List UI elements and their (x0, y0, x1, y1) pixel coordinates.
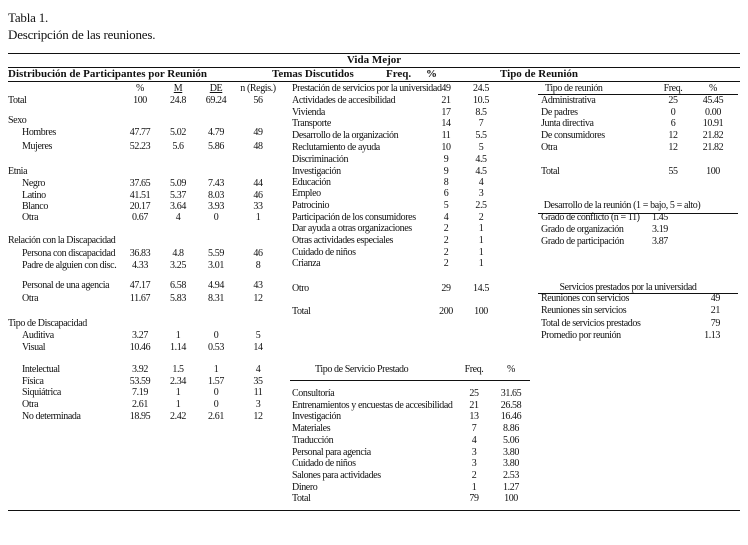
cell-value: 0 (213, 212, 219, 223)
topic-pct: 1 (478, 247, 484, 258)
meeting-type-pct: 100 (706, 166, 720, 177)
cell-value: 2.34 (170, 376, 186, 387)
cell-value: 11.67 (129, 293, 151, 304)
service-type-freq: 25 (469, 388, 479, 399)
table-number: Tabla 1. (8, 10, 49, 25)
row-label: Hombres (22, 127, 56, 138)
cell-value: 5 (255, 330, 261, 341)
services-value: 49 (710, 293, 720, 304)
row-label: Visual (22, 342, 46, 353)
development-value: 3.87 (652, 236, 668, 247)
service-types-rule (290, 380, 530, 381)
topic-label: Transporte (292, 118, 331, 129)
topic-label: Patrocinio (292, 200, 330, 211)
participants-column-header: M (173, 83, 183, 94)
topics-pct-header: % (426, 68, 437, 80)
bottom-rule (8, 510, 740, 511)
topic-label: Crianza (292, 258, 321, 269)
topic-label: Cuidado de niños (292, 247, 356, 258)
topic-pct: 14.5 (473, 283, 489, 294)
service-type-freq: 7 (471, 423, 477, 434)
row-label: Física (22, 376, 44, 387)
service-type-freq: 21 (469, 400, 479, 411)
cell-value: 0 (213, 387, 219, 398)
cell-value: 3.27 (132, 330, 148, 341)
cell-value: 33 (253, 201, 263, 212)
cell-value: 35 (253, 376, 263, 387)
header-rule (8, 81, 740, 82)
cell-value: 43 (253, 280, 263, 291)
participants-column-header: DE (209, 83, 223, 94)
topic-pct: 5.5 (475, 130, 487, 141)
cell-value: 7.43 (208, 178, 224, 189)
service-type-label: Traducción (292, 435, 334, 446)
meeting-type-label: Junta directiva (541, 118, 594, 129)
topic-pct: 4 (478, 177, 484, 188)
topic-pct: 5 (478, 142, 484, 153)
topic-freq: 10 (441, 142, 451, 153)
cell-value: 1 (175, 387, 181, 398)
topic-freq: 9 (443, 166, 449, 177)
cell-value: 1 (175, 330, 181, 341)
cell-value: 8.31 (208, 293, 224, 304)
cell-value: 46 (253, 190, 263, 201)
cell-value: 8 (255, 260, 261, 271)
meeting-type-pct: 21.82 (702, 130, 724, 141)
service-type-freq: 2 (471, 470, 477, 481)
meeting-type-freq: 6 (670, 118, 676, 129)
service-type-label: Cuidado de niños (292, 458, 356, 469)
meeting-type-pct: 45.45 (702, 95, 724, 106)
services-value: 79 (710, 318, 720, 329)
cell-value: 4.94 (208, 280, 224, 291)
services-label: Promedio por reunión (541, 330, 621, 341)
service-type-label: Investigación (292, 411, 341, 422)
topic-freq: 6 (443, 188, 449, 199)
cell-value: 5.37 (170, 190, 186, 201)
cell-value: 10.46 (129, 342, 151, 353)
topic-freq: 21 (441, 95, 451, 106)
cell-value: 7.19 (132, 387, 148, 398)
cell-value: 2.61 (208, 411, 224, 422)
topic-freq: 11 (441, 130, 451, 141)
topic-freq: 5 (443, 200, 449, 211)
topic-label: Otras actividades especiales (292, 235, 393, 246)
services-value: 21 (710, 305, 720, 316)
cell-value: 2.61 (132, 399, 148, 410)
cell-value: 41.51 (129, 190, 151, 201)
topic-label: Investigación (292, 166, 341, 177)
meeting-type-label: Total (541, 166, 560, 177)
topic-label: Reclutamiento de ayuda (292, 142, 380, 153)
cell-value: 69.24 (205, 95, 227, 106)
topic-pct: 1 (478, 258, 484, 269)
cell-value: 0.53 (208, 342, 224, 353)
row-label: Auditiva (22, 330, 54, 341)
development-label: Grado de conflicto (n = 11) (541, 212, 640, 223)
cell-value: 47.77 (129, 127, 151, 138)
development-label: Grado de participación (541, 236, 624, 247)
services-value: 1.13 (704, 330, 720, 341)
meeting-type-pct: 10.91 (702, 118, 724, 129)
topic-freq: 2 (443, 223, 449, 234)
row-label: Latino (22, 190, 46, 201)
cell-value: 6.58 (170, 280, 186, 291)
cell-value: 12 (253, 293, 263, 304)
cell-value: 36.83 (129, 248, 151, 259)
meeting-type-column-header: Tipo de reunión (545, 83, 603, 94)
meeting-type-pct-header: % (709, 83, 717, 94)
cell-value: 14 (253, 342, 263, 353)
cell-value: 47.17 (129, 280, 151, 291)
cell-value: 0 (213, 399, 219, 410)
development-value: 3.19 (652, 224, 668, 235)
topic-label: Empleo (292, 188, 321, 199)
cell-value: 4.79 (208, 127, 224, 138)
service-type-pct: 3.80 (503, 458, 519, 469)
cell-value: 1 (255, 212, 261, 223)
topic-freq: 200 (439, 306, 453, 317)
cell-value: 4 (175, 212, 181, 223)
cell-value: 4.8 (172, 248, 184, 259)
cell-value: 5.6 (172, 141, 184, 152)
row-label: Otra (22, 212, 39, 223)
meeting-type-label: Administrativa (541, 95, 596, 106)
cell-value: 5.09 (170, 178, 186, 189)
row-label: Siquiátrica (22, 387, 61, 398)
table-title: Vida Mejor (346, 54, 402, 66)
service-types-freq-header: Freq. (464, 364, 484, 375)
meeting-type-pct: 21.82 (702, 142, 724, 153)
service-type-label: Entrenamientos y encuestas de accesibilidad (292, 400, 453, 411)
service-types-column-header: Tipo de Servicio Prestado (315, 364, 409, 375)
service-type-pct: 1.27 (503, 482, 519, 493)
services-label: Total de servicios prestados (541, 318, 641, 329)
service-type-label: Consultoría (292, 388, 335, 399)
cell-value: 4.33 (132, 260, 148, 271)
topic-label: Desarrollo de la organización (292, 130, 399, 141)
development-rule (538, 213, 738, 214)
topic-pct: 10.5 (473, 95, 489, 106)
development-heading: Desarrollo de la reunión (1 = bajo, 5 = alto) (543, 200, 701, 211)
service-type-pct: 100 (504, 493, 518, 504)
service-type-freq: 1 (471, 482, 477, 493)
participants-column-header: % (136, 83, 144, 94)
cell-value: 3.25 (170, 260, 186, 271)
topic-freq: 29 (441, 283, 451, 294)
cell-value: 0 (213, 330, 219, 341)
cell-value: 5.02 (170, 127, 186, 138)
topic-pct: 100 (474, 306, 488, 317)
meeting-type-pct: 0.00 (705, 107, 721, 118)
topic-label: Discriminación (292, 154, 349, 165)
topic-pct: 24.5 (473, 83, 489, 94)
topic-freq: 8 (443, 177, 449, 188)
topic-pct: 2.5 (475, 200, 487, 211)
row-label: Personal de una agencia (22, 280, 110, 291)
service-type-label: Materiales (292, 423, 331, 434)
table-caption: Descripción de las reuniones. (8, 27, 156, 42)
topic-freq: 4 (443, 212, 449, 223)
service-type-pct: 31.65 (500, 388, 522, 399)
topic-freq: 14 (441, 118, 451, 129)
service-type-pct: 8.86 (503, 423, 519, 434)
topic-pct: 3 (478, 188, 484, 199)
topic-label: Vivienda (292, 107, 325, 118)
cell-value: 18.95 (129, 411, 151, 422)
cell-value: 24.8 (170, 95, 186, 106)
row-label: Negro (22, 178, 45, 189)
cell-value: 2.42 (170, 411, 186, 422)
cell-value: 3.93 (208, 201, 224, 212)
row-label: Otra (22, 293, 39, 304)
meeting-type-freq-header: Freq. (663, 83, 683, 94)
section-label: Relación con la Discapacidad (8, 235, 116, 246)
cell-value: 3.92 (132, 364, 148, 375)
topics-freq-header: Freq. (386, 68, 412, 80)
services-heading: Servicios prestados por la universidad (559, 282, 697, 293)
topics-heading: Temas Discutidos (272, 68, 354, 80)
cell-value: 0.67 (132, 212, 148, 223)
topic-freq: 2 (443, 258, 449, 269)
row-label: Padre de alguien con disc. (22, 260, 117, 271)
service-type-pct: 2.53 (503, 470, 519, 481)
topic-pct: 1 (478, 223, 484, 234)
topic-pct: 2 (478, 212, 484, 223)
cell-value: 53.59 (129, 376, 151, 387)
cell-value: 48 (253, 141, 263, 152)
service-type-pct: 5.06 (503, 435, 519, 446)
service-type-label: Salones para actividades (292, 470, 381, 481)
meeting-type-freq: 12 (668, 130, 678, 141)
cell-value: 5.86 (208, 141, 224, 152)
topic-label: Actividades de accesibilidad (292, 95, 396, 106)
service-type-freq: 3 (471, 447, 477, 458)
meeting-type-label: De consumidores (541, 130, 605, 141)
topic-pct: 4.5 (475, 154, 487, 165)
section-label: Etnia (8, 166, 28, 177)
cell-value: 1 (213, 364, 219, 375)
row-label: Mujeres (22, 141, 52, 152)
cell-value: 37.65 (129, 178, 151, 189)
topic-freq: 2 (443, 247, 449, 258)
service-type-pct: 16.46 (500, 411, 522, 422)
cell-value: 100 (133, 95, 147, 106)
development-value: 1.45 (652, 212, 668, 223)
meeting-type-freq: 12 (668, 142, 678, 153)
service-type-label: Personal para agencia (292, 447, 371, 458)
development-label: Grado de organización (541, 224, 624, 235)
cell-value: 1 (175, 399, 181, 410)
cell-value: 3.64 (170, 201, 186, 212)
cell-value: 5.83 (170, 293, 186, 304)
participants-heading: Distribución de Participantes por Reunión (8, 68, 208, 80)
topic-pct: 8.5 (475, 107, 487, 118)
row-label: No determinada (22, 411, 81, 422)
cell-value: 5.59 (208, 248, 224, 259)
cell-value: 52.23 (129, 141, 151, 152)
meeting-type-freq: 25 (668, 95, 678, 106)
service-type-freq: 3 (471, 458, 477, 469)
service-type-pct: 26.58 (500, 400, 522, 411)
topic-freq: 17 (441, 107, 451, 118)
section-label: Total (8, 95, 27, 106)
topic-label: Prestación de servicios por la universidad (292, 83, 442, 94)
meeting-type-rule (538, 94, 738, 95)
cell-value: 4 (255, 364, 261, 375)
service-type-pct: 3.80 (503, 447, 519, 458)
service-type-label: Dinero (292, 482, 318, 493)
cell-value: 1.14 (170, 342, 186, 353)
meeting-type-heading: Tipo de Reunión (500, 68, 579, 80)
cell-value: 56 (253, 95, 263, 106)
cell-value: 3.01 (208, 260, 224, 271)
cell-value: 1.57 (208, 376, 224, 387)
topic-label: Participación de los consumidores (292, 212, 416, 223)
cell-value: 1.5 (172, 364, 184, 375)
topic-label: Otro (292, 283, 309, 294)
topic-pct: 1 (478, 235, 484, 246)
row-label: Persona con discapacidad (22, 248, 116, 259)
topic-freq: 2 (443, 235, 449, 246)
service-type-label: Total (292, 493, 311, 504)
cell-value: 44 (253, 178, 263, 189)
cell-value: 3 (255, 399, 261, 410)
services-label: Reuniones con servicios (541, 293, 630, 304)
cell-value: 20.17 (129, 201, 151, 212)
topic-label: Educación (292, 177, 331, 188)
row-label: Blanco (22, 201, 48, 212)
service-type-freq: 79 (469, 493, 479, 504)
service-type-freq: 4 (471, 435, 477, 446)
topic-label: Total (292, 306, 311, 317)
topic-freq: 9 (443, 154, 449, 165)
section-label: Sexo (8, 115, 27, 126)
services-label: Reuniones sin servicios (541, 305, 627, 316)
topic-freq: 49 (441, 83, 451, 94)
meeting-type-freq: 0 (670, 107, 676, 118)
cell-value: 49 (253, 127, 263, 138)
topic-pct: 7 (478, 118, 484, 129)
service-type-freq: 13 (469, 411, 479, 422)
cell-value: 12 (253, 411, 263, 422)
cell-value: 8.03 (208, 190, 224, 201)
cell-value: 11 (253, 387, 263, 398)
cell-value: 46 (253, 248, 263, 259)
service-types-pct-header: % (507, 364, 515, 375)
services-rule (538, 293, 738, 294)
meeting-type-label: Otra (541, 142, 558, 153)
section-label: Tipo de Discapacidad (8, 318, 87, 329)
participants-column-header: n (Regis.) (240, 83, 276, 94)
topic-label: Dar ayuda a otras organizaciones (292, 223, 412, 234)
row-label: Intelectual (22, 364, 60, 375)
topic-pct: 4.5 (475, 166, 487, 177)
row-label: Otra (22, 399, 39, 410)
meeting-type-freq: 55 (668, 166, 678, 177)
meeting-type-label: De padres (541, 107, 578, 118)
